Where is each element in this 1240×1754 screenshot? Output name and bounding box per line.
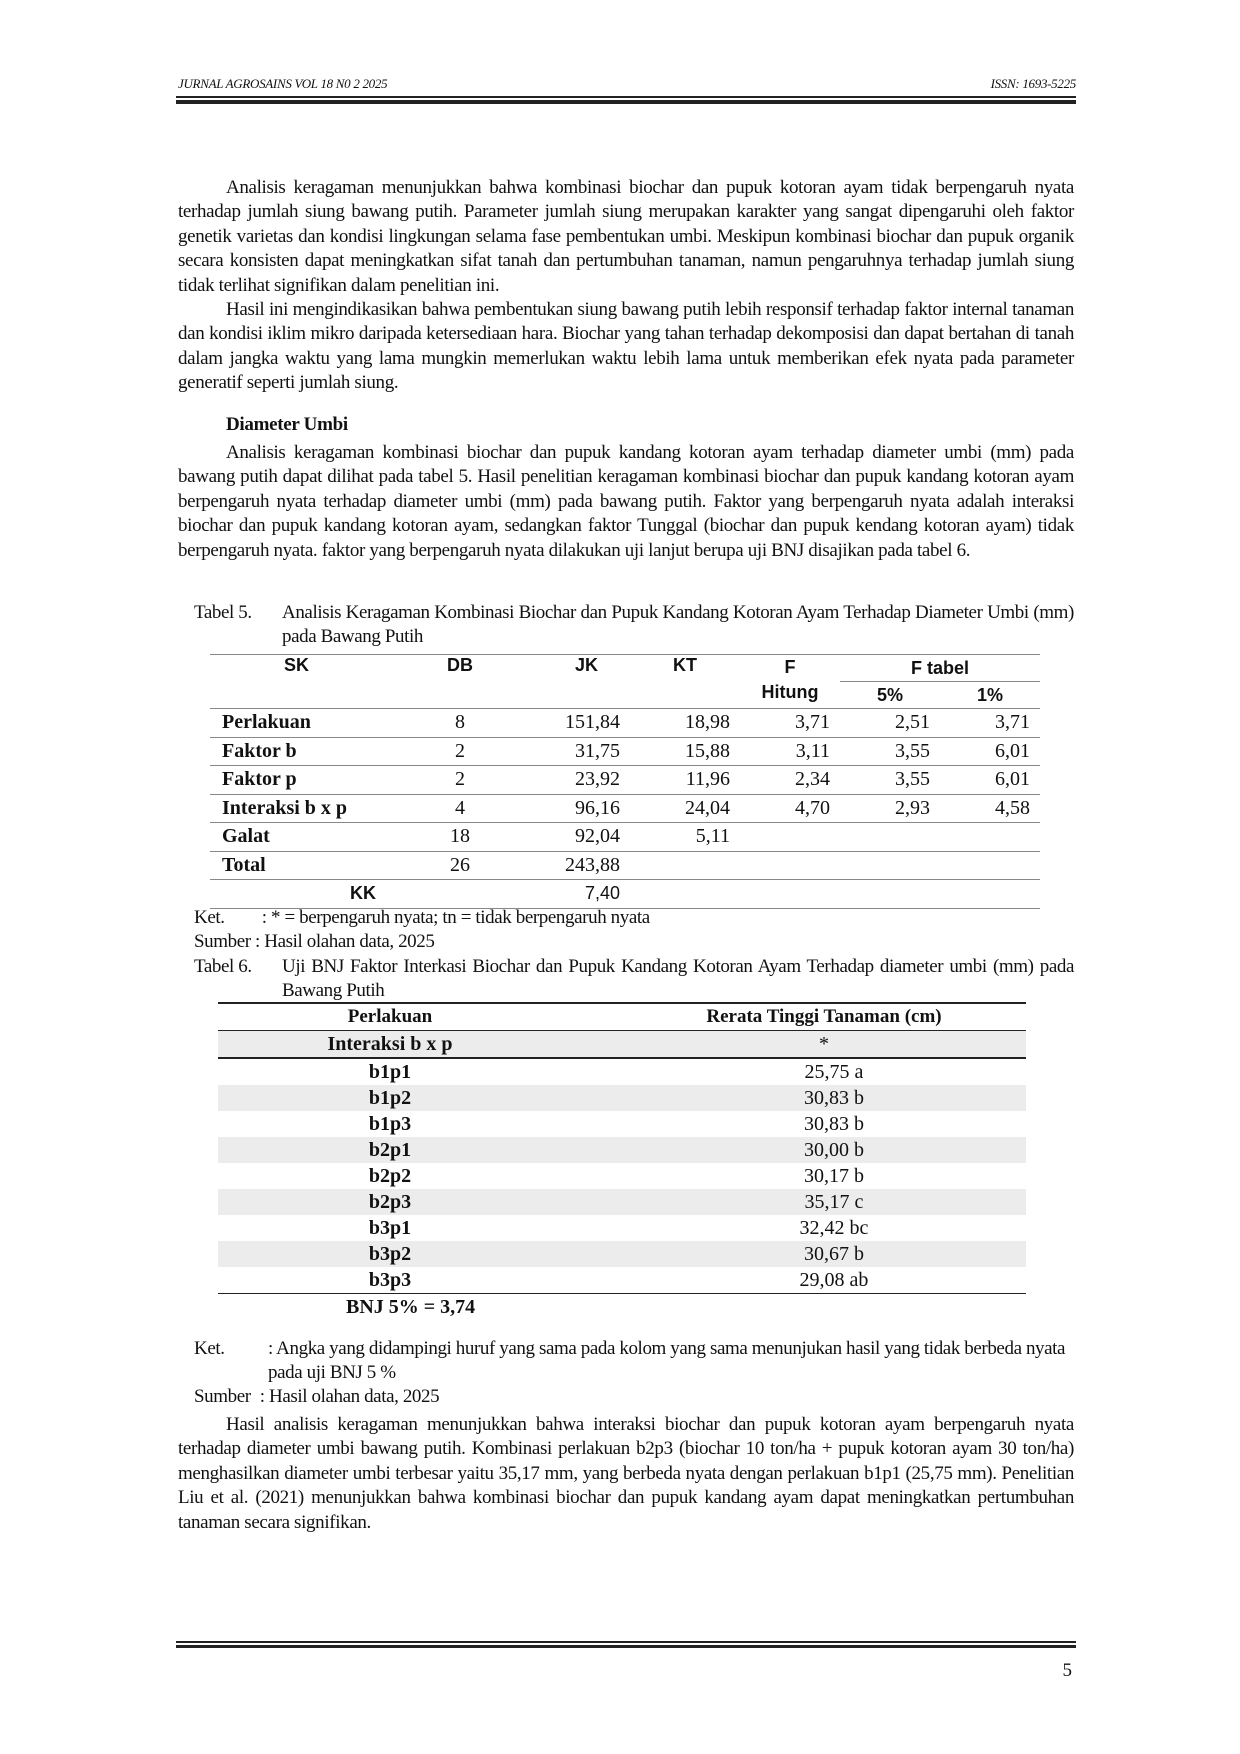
cell-jk: 92,04 (510, 823, 630, 852)
table5-ket: Ket. : * = berpengaruh nyata; tn = tidak berpengaruh nyata (194, 907, 650, 928)
cell-f1: 4,58 (940, 794, 1040, 823)
table-row (210, 709, 1040, 738)
table-row (210, 851, 1040, 880)
cell-f5: 2,93 (840, 794, 940, 823)
col-header-f: F (784, 657, 796, 677)
table-row (210, 737, 1040, 766)
col-header-kt: KT (673, 655, 697, 675)
cell-kk-label: KK (210, 880, 410, 909)
cell-kt: 5,11 (630, 823, 740, 852)
cell-fhitung: 4,70 (740, 794, 840, 823)
cell-perlakuan: b3p3 (368, 1268, 412, 1291)
cell-jk: 23,92 (510, 766, 630, 795)
cell-perlakuan: b3p1 (368, 1216, 412, 1239)
table-row-subheader (218, 1031, 1026, 1059)
table6-caption-text: Uji BNJ Faktor Interkasi Biochar dan Pupuk Kandang Kotoran Ayam Terhadap diameter umbi (mm) pada Bawang Putih (282, 956, 1074, 1001)
cell-kt: 15,88 (630, 737, 740, 766)
cell-db: 4 (410, 794, 510, 823)
cell-sk: Total (210, 851, 410, 880)
cell-kt (630, 851, 740, 880)
cell-f5: 2,51 (840, 709, 940, 738)
issn: ISSN: 1693-5225 (990, 76, 1076, 91)
table6-ket: : Angka yang didampingi huruf yang sama pada kolom yang sama menunjukan hasil yang tidak berbeda nyata pada uji BNJ 5 % (268, 1338, 1066, 1383)
cell-fhitung: 2,34 (740, 766, 840, 795)
cell-f1: 6,01 (940, 737, 1040, 766)
table6 (218, 1002, 1026, 1320)
table-row (218, 1085, 1026, 1111)
cell-fhitung: 3,11 (740, 737, 840, 766)
table6-label: Tabel 6. (194, 956, 252, 977)
paragraph: Hasil analisis keragaman menunjukkan bahwa interaksi biochar dan pupuk kotoran ayam berpengaruh nyata terhadap diameter umbi bawang putih. Kombinasi perlakuan b2p3 (biochar 10 ton/ha + pupuk kotoran ayam 30 ton/ha) menghasilkan diameter umbi terbesar yaitu 35,17 mm, yang berbeda nyata dengan perlakuan b1p1 (25,75 mm). Penelitian Liu et al. (2021) menunjukkan bahwa kombinasi biochar dan pupuk kandang ayam dapat meningkatkan pertumbuhan tanaman secara signifikan. (178, 1414, 1074, 1533)
cell-sk: Faktor p (210, 766, 410, 795)
table6-notes (194, 1337, 1074, 1409)
table-row (210, 766, 1040, 795)
table-row-kk (210, 880, 1040, 909)
table-row (218, 1189, 1026, 1215)
col-header-ftabel: F tabel (840, 655, 1040, 682)
cell-perlakuan: b1p3 (368, 1112, 412, 1135)
table-row (218, 1137, 1026, 1163)
footer-rule-thick (176, 1645, 1076, 1648)
cell-interaksi-value: * (622, 1031, 1026, 1059)
col-header-f-hitung (740, 655, 840, 709)
cell-rerata: 30,83 b (804, 1112, 864, 1135)
table5-caption (194, 601, 1074, 649)
cell-db: 26 (410, 851, 510, 880)
footer-rule (176, 1641, 1076, 1643)
cell-interaksi-label: Interaksi b x p (218, 1031, 622, 1059)
cell-perlakuan: b2p2 (368, 1164, 412, 1187)
cell-f5 (840, 823, 940, 852)
cell-f1: 6,01 (940, 766, 1040, 795)
cell-db: 2 (410, 737, 510, 766)
header-rule-thick (176, 100, 1076, 104)
cell-sk: Galat (210, 823, 410, 852)
col-header-perlakuan: Perlakuan (218, 1003, 622, 1031)
body-text-top (178, 176, 1074, 396)
table-row (210, 794, 1040, 823)
table-row (210, 823, 1040, 852)
cell-f5: 3,55 (840, 766, 940, 795)
table6-source: Sumber : Hasil olahan data, 2025 (194, 1386, 440, 1407)
body-text-middle (178, 441, 1074, 563)
running-header (178, 76, 1076, 94)
cell-perlakuan: b1p1 (368, 1060, 412, 1083)
cell-bnj: BNJ 5% = 3,74 (218, 1294, 1026, 1321)
cell-fhitung (740, 851, 840, 880)
cell-db: 2 (410, 766, 510, 795)
cell-kt: 24,04 (630, 794, 740, 823)
paragraph: Analisis keragaman menunjukkan bahwa kombinasi biochar dan pupuk kotoran ayam tidak berpengaruh nyata terhadap jumlah siung bawang putih. Parameter jumlah siung merupakan karakter yang sangat dipengaruhi oleh faktor genetik varietas dan kondisi lingkungan selama fase pembentukan umbi. Meskipun kombinasi biochar dan pupuk organik secara konsisten dapat meningkatkan sifat tanah dan pertumbuhan tanaman, namun pengaruhnya terhadap jumlah siung tidak terlihat signifikan dalam penelitian ini. (178, 177, 1074, 296)
cell-perlakuan: b2p1 (218, 1137, 622, 1163)
cell-kt: 11,96 (630, 766, 740, 795)
cell-f1: 3,71 (940, 709, 1040, 738)
cell-f5: 3,55 (840, 737, 940, 766)
cell-f1 (940, 851, 1040, 880)
col-header-1pct: 1% (977, 684, 1004, 705)
cell-fhitung (740, 823, 840, 852)
cell-f1 (940, 823, 1040, 852)
cell-jk: 151,84 (510, 709, 630, 738)
col-header-jk: JK (574, 655, 598, 675)
table6-caption (194, 955, 1074, 1003)
cell-rerata: 35,17 c (622, 1189, 1026, 1215)
cell-fhitung: 3,71 (740, 709, 840, 738)
col-header-db: DB (447, 655, 473, 675)
cell-rerata: 30,17 b (804, 1164, 864, 1187)
cell-db: 8 (410, 709, 510, 738)
table5-caption-text: Analisis Keragaman Kombinasi Biochar dan Pupuk Kandang Kotoran Ayam Terhadap Diameter Umbi (mm) pada Bawang Putih (282, 602, 1074, 647)
cell-db: 18 (410, 823, 510, 852)
table-row (218, 1058, 1026, 1085)
table-row (218, 1111, 1026, 1137)
cell-sk: Interaksi b x p (210, 794, 410, 823)
cell-f5 (840, 851, 940, 880)
cell-perlakuan: b3p2 (218, 1241, 622, 1267)
cell-kk-value: 7,40 (510, 880, 630, 909)
page-number: 5 (1062, 1660, 1072, 1681)
cell-rerata: 30,83 b (622, 1085, 1026, 1111)
cell-jk: 31,75 (510, 737, 630, 766)
table5-label: Tabel 5. (194, 602, 252, 623)
cell-sk: Faktor b (210, 737, 410, 766)
header-rule (176, 96, 1076, 98)
col-header-hitung: Hitung (761, 682, 819, 702)
cell-jk: 243,88 (510, 851, 630, 880)
cell-rerata: 29,08 ab (799, 1268, 869, 1291)
table5 (210, 654, 1040, 909)
cell-rerata: 30,00 b (622, 1137, 1026, 1163)
paragraph: Hasil ini mengindikasikan bahwa pembentukan siung bawang putih lebih responsif terhadap faktor internal tanaman dan kondisi iklim mikro daripada ketersediaan hara. Biochar yang tahan terhadap dekomposisi dan dapat bertahan di tanah dalam jangka waktu yang lama mungkin memerlukan waktu lebih lama untuk memberikan efek nyata pada parameter generatif seperti jumlah siung. (178, 299, 1074, 394)
table-row (218, 1267, 1026, 1294)
section-heading: Diameter Umbi (226, 414, 348, 435)
cell-perlakuan: b1p2 (218, 1085, 622, 1111)
table-row (218, 1215, 1026, 1241)
table-row (218, 1163, 1026, 1189)
cell-rerata: 30,67 b (622, 1241, 1026, 1267)
cell-rerata: 25,75 a (804, 1060, 864, 1083)
cell-kt: 18,98 (630, 709, 740, 738)
col-header-5pct: 5% (876, 684, 903, 705)
table-row-bnj (218, 1294, 1026, 1321)
table6-ket-label: Ket. (194, 1338, 225, 1359)
cell-sk: Perlakuan (210, 709, 410, 738)
col-header-sk: SK (284, 655, 310, 675)
paragraph: Analisis keragaman kombinasi biochar dan pupuk kandang kotoran ayam terhadap diameter umbi (mm) pada bawang putih dapat dilihat pada tabel 5. Hasil penelitian keragaman kombinasi biochar dan pupuk kandang kotoran ayam berpengaruh nyata terhadap diameter umbi (mm) pada bawang putih. Faktor yang berpengaruh nyata adalah interaksi biochar dan pupuk kandang kotoran ayam, sedangkan faktor Tunggal (biochar dan pupuk kendang kotoran ayam) tidak berpengaruh nyata. faktor yang berpengaruh nyata dilakukan uji lanjut berupa uji BNJ disajikan pada tabel 6. (178, 442, 1074, 561)
table-row (218, 1241, 1026, 1267)
body-text-bottom (178, 1413, 1074, 1535)
cell-perlakuan: b2p3 (218, 1189, 622, 1215)
cell-rerata: 32,42 bc (799, 1216, 869, 1239)
table5-source: Sumber : Hasil olahan data, 2025 (194, 931, 435, 952)
journal-title: JURNAL AGROSAINS VOL 18 N0 2 2025 (178, 76, 388, 91)
col-header-rerata: Rerata Tinggi Tanaman (cm) (622, 1003, 1026, 1031)
cell-jk: 96,16 (510, 794, 630, 823)
table5-notes (194, 906, 1074, 954)
